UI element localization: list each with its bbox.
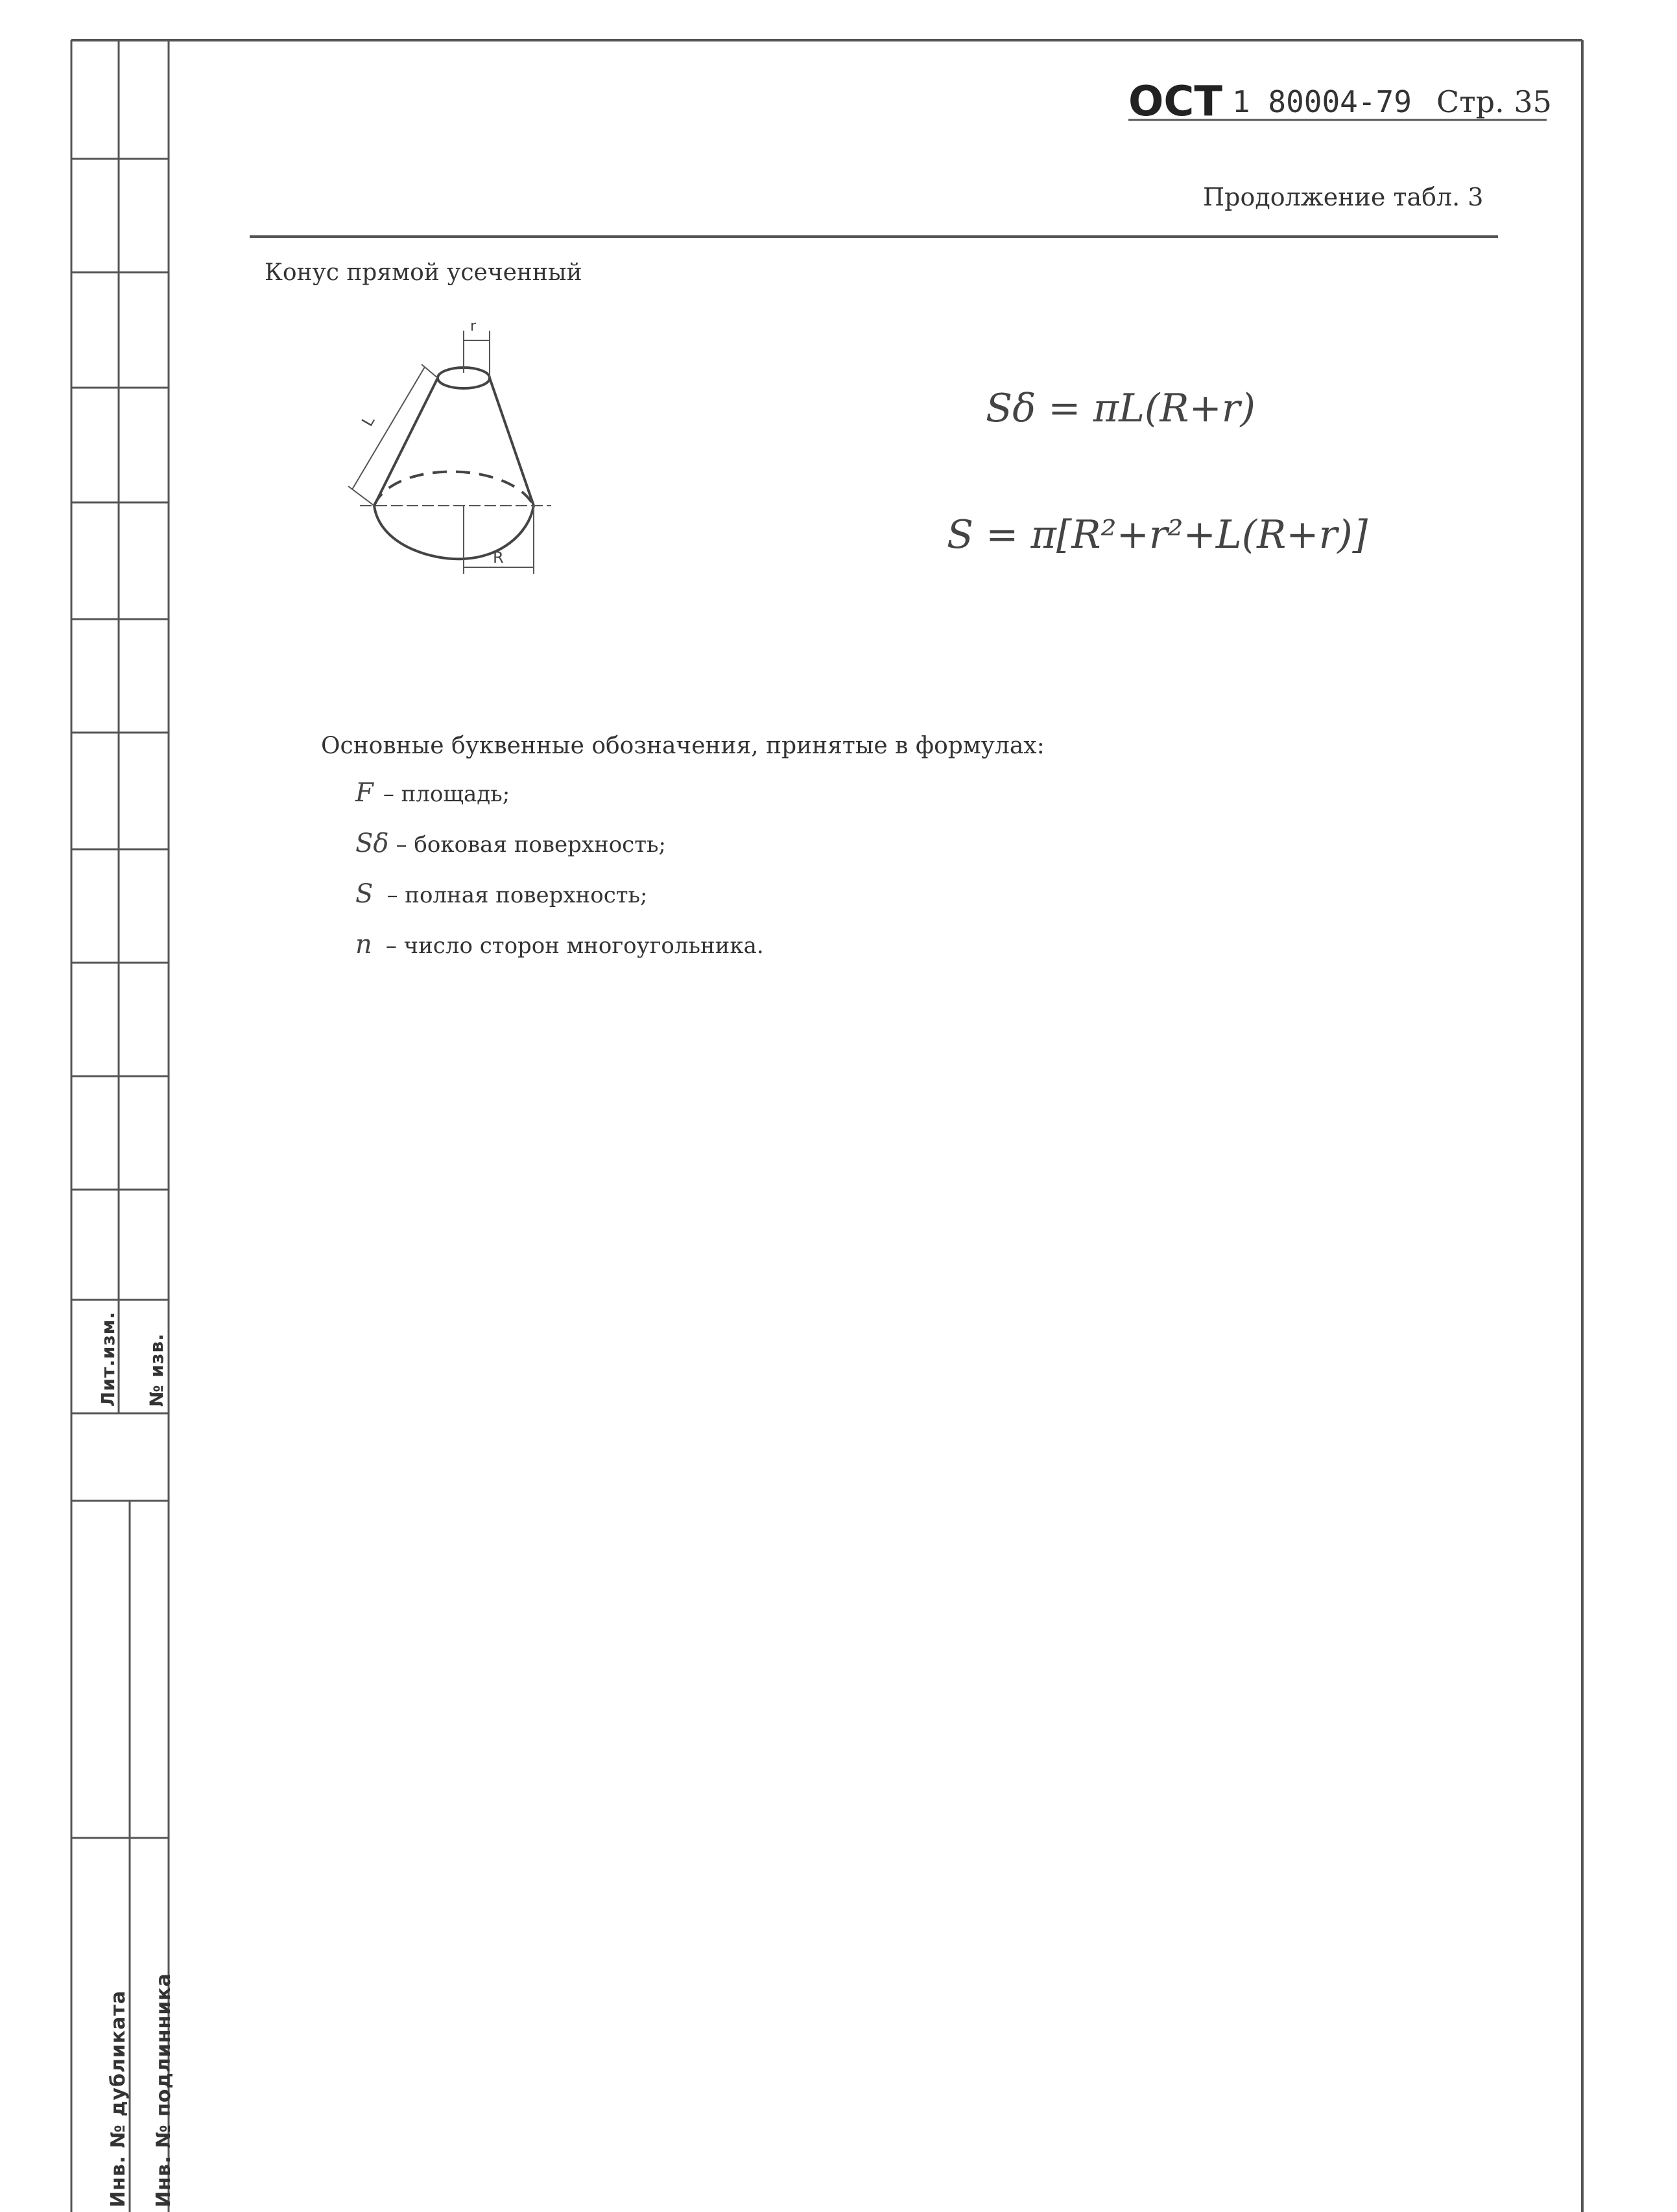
bottom-ellipse-front (374, 506, 534, 559)
notation-text: – полная поверхность; (387, 882, 648, 908)
stamp-inv-dublikata: Инв. № дубликата (107, 1990, 130, 2207)
notation-item (355, 778, 510, 808)
notation-symbol: n (355, 930, 372, 959)
stamp-lit-izm: Лит.изм. (97, 1311, 119, 1407)
notation-text: – боковая поверхность; (396, 832, 666, 858)
label-r: r (470, 318, 477, 335)
continuation-note: Продолжение табл. 3 (1203, 183, 1484, 211)
formula-lateral-surface: Sδ = πL(R+r) (986, 386, 1255, 431)
notation-intro: Основные буквенные обозначения, принятые в формулах: (321, 733, 1045, 759)
truncated-cone-figure (334, 311, 593, 583)
stamp-no-izv: № изв. (146, 1333, 167, 1407)
standard-code: ОСТ (1128, 78, 1223, 126)
formula-total-surface: S = π[R²+r²+L(R+r)] (947, 512, 1368, 558)
notation-symbol: S (355, 879, 374, 909)
notation-symbol: F (355, 778, 374, 808)
notation-item (355, 829, 666, 858)
bottom-ellipse-back (374, 472, 534, 506)
page-number: Стр. 35 (1436, 84, 1552, 119)
label-R: R (493, 548, 504, 567)
section-title: Конус прямой усеченный (265, 259, 582, 286)
notation-text: – площадь; (383, 781, 510, 807)
stamp-inv-podlinnika: Инв. № подлинника (152, 1973, 175, 2207)
left-generatrix (374, 378, 438, 506)
notation-item (355, 930, 764, 959)
header (1128, 78, 1222, 126)
standard-number: 1 80004-79 (1232, 84, 1412, 119)
notation-item (355, 879, 648, 909)
notation-text: – число сторон многоугольника. (385, 933, 764, 959)
notation-symbol: Sδ (355, 829, 389, 858)
label-L: L (358, 412, 379, 430)
